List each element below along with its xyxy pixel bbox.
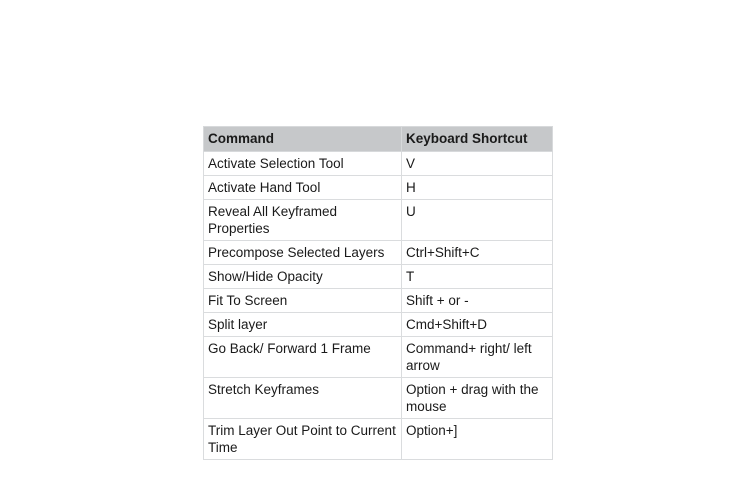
table-row [204, 419, 553, 460]
table-row [204, 378, 553, 419]
command-cell: Activate Hand Tool [204, 176, 402, 200]
command-cell: Go Back/ Forward 1 Frame [204, 337, 402, 378]
table-row [204, 176, 553, 200]
shortcut-cell: H [402, 176, 553, 200]
command-cell: Show/Hide Opacity [204, 265, 402, 289]
shortcut-cell: Option + drag with the mouse [402, 378, 553, 419]
shortcut-cell: Ctrl+Shift+C [402, 241, 553, 265]
table-row [204, 152, 553, 176]
shortcut-cell: Cmd+Shift+D [402, 313, 553, 337]
command-cell: Fit To Screen [204, 289, 402, 313]
table-row [204, 265, 553, 289]
table-row [204, 241, 553, 265]
shortcut-cell: U [402, 200, 553, 241]
table-row [204, 200, 553, 241]
table-row [204, 337, 553, 378]
command-cell: Stretch Keyframes [204, 378, 402, 419]
command-cell: Split layer [204, 313, 402, 337]
shortcut-cell: V [402, 152, 553, 176]
shortcut-cell: T [402, 265, 553, 289]
shortcut-column-header: Keyboard Shortcut [402, 127, 553, 152]
shortcut-cell: Option+] [402, 419, 553, 460]
command-cell: Trim Layer Out Point to Current Time [204, 419, 402, 460]
shortcut-table-container [203, 126, 552, 460]
command-cell: Reveal All Keyframed Properties [204, 200, 402, 241]
keyboard-shortcut-table [203, 126, 553, 460]
table-row [204, 313, 553, 337]
shortcut-cell: Shift + or - [402, 289, 553, 313]
command-column-header: Command [204, 127, 402, 152]
table-row [204, 289, 553, 313]
table-header-row [204, 127, 553, 152]
command-cell: Activate Selection Tool [204, 152, 402, 176]
shortcut-cell: Command+ right/ left arrow [402, 337, 553, 378]
command-cell: Precompose Selected Layers [204, 241, 402, 265]
